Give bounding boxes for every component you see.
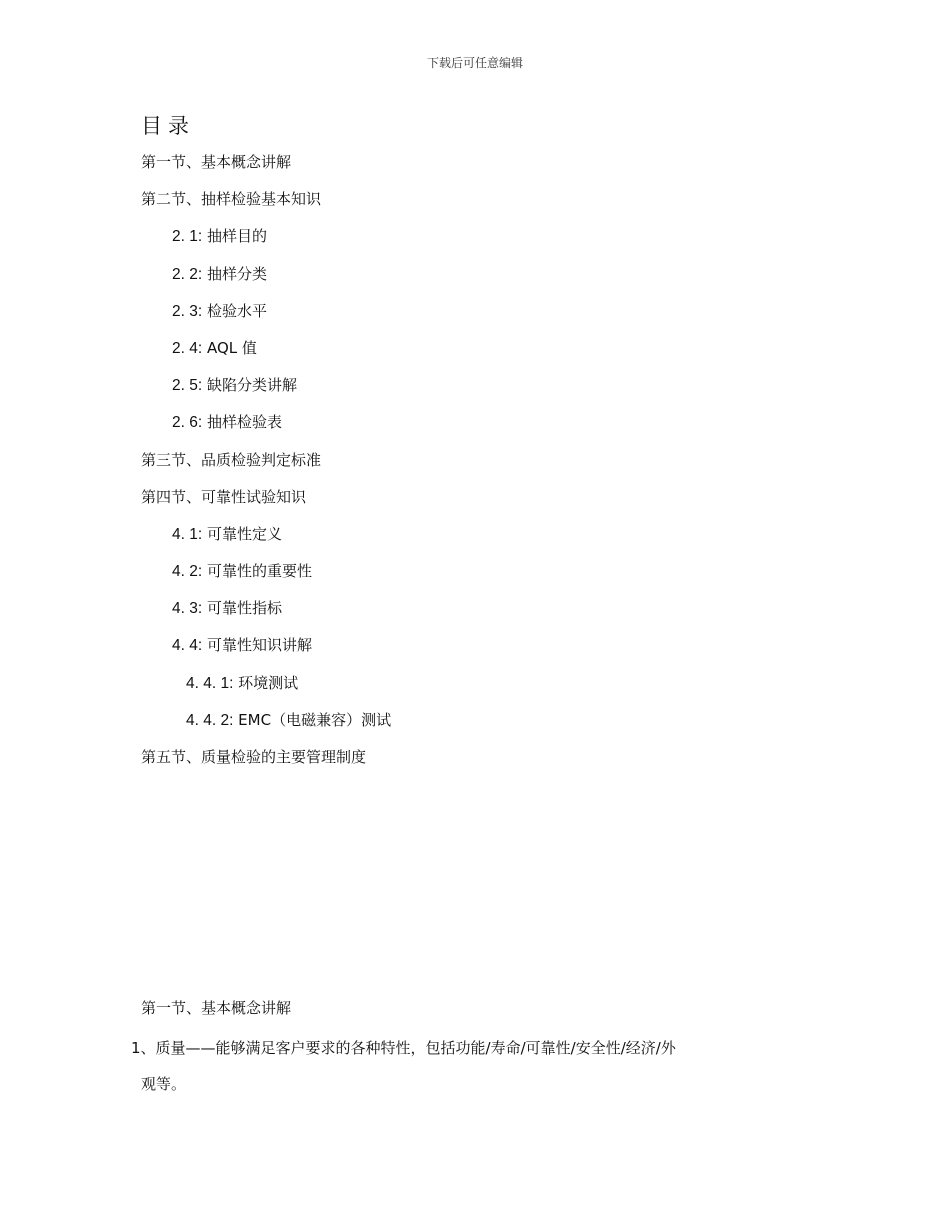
- table-of-contents: [0, 150, 950, 782]
- toc-item-label: 抽样检验表: [202, 413, 282, 432]
- body-paragraph: [0, 1030, 731, 1102]
- toc-item-label: 第二节、抽样检验基本知识: [141, 190, 322, 209]
- toc-item: [0, 708, 950, 745]
- toc-item-number: 4. 1:: [172, 525, 203, 543]
- toc-title: 目录: [141, 114, 195, 138]
- toc-item: [0, 671, 950, 708]
- toc-item-label: 可靠性知识讲解: [202, 636, 312, 655]
- page-header-note: 下载后可任意编辑: [426, 56, 523, 70]
- toc-item: [0, 224, 950, 261]
- toc-item: [0, 150, 950, 187]
- toc-item: [0, 336, 950, 373]
- toc-item-number: 2. 3:: [172, 302, 203, 320]
- toc-item: [0, 262, 950, 299]
- toc-item-number: 2. 2:: [172, 265, 203, 283]
- toc-item-label: 缺陷分类讲解: [202, 376, 297, 395]
- toc-item-number: 2. 4:: [172, 339, 203, 357]
- toc-item: [0, 559, 950, 596]
- toc-item-number: 4. 2:: [172, 563, 203, 581]
- toc-item-label: 抽样分类: [202, 264, 267, 283]
- toc-item: [0, 485, 950, 522]
- toc-item-number: 2. 6:: [172, 414, 203, 432]
- toc-item: [0, 596, 950, 633]
- toc-item: [0, 745, 950, 782]
- toc-item-number: 2. 5:: [172, 377, 203, 395]
- toc-item-number: 4. 3:: [172, 600, 203, 618]
- toc-item-label: 第三节、品质检验判定标准: [141, 450, 322, 469]
- toc-item: [0, 187, 950, 224]
- toc-item-label: EMC（电磁兼容）测试: [233, 710, 392, 729]
- toc-item-label: 环境测试: [233, 673, 299, 692]
- paragraph-line: 观等。: [141, 1075, 187, 1093]
- toc-item-label: 可靠性指标: [202, 599, 282, 618]
- paragraph-line: 1、质量——能够满足客户要求的各种特性，包括功能/寿命/可靠性/安全性/经济/外: [131, 1039, 676, 1057]
- toc-item: [0, 410, 950, 447]
- toc-item-label: 检验水平: [202, 301, 267, 320]
- toc-item-label: 可靠性定义: [202, 524, 282, 543]
- toc-item-label: 第五节、质量检验的主要管理制度: [141, 748, 367, 766]
- toc-item-number: 2. 1:: [172, 228, 203, 246]
- toc-item-number: 4. 4. 1:: [186, 674, 234, 692]
- toc-item: [0, 373, 950, 410]
- toc-item-number: 4. 4. 2:: [186, 711, 234, 729]
- toc-item: [0, 633, 950, 670]
- toc-item-number: 4. 4:: [172, 637, 203, 655]
- toc-item-label: 第四节、可靠性试验知识: [141, 487, 307, 506]
- toc-item: [0, 448, 950, 485]
- toc-item-label: 抽样目的: [202, 227, 267, 246]
- toc-item: [0, 299, 950, 336]
- toc-item-label: AQL 值: [202, 338, 257, 357]
- toc-item-label: 第一节、基本概念讲解: [141, 153, 292, 171]
- section-heading: 第一节、基本概念讲解: [141, 999, 292, 1017]
- toc-item: [0, 522, 950, 559]
- body-section: [0, 996, 950, 1102]
- toc-item-label: 可靠性的重要性: [202, 562, 312, 581]
